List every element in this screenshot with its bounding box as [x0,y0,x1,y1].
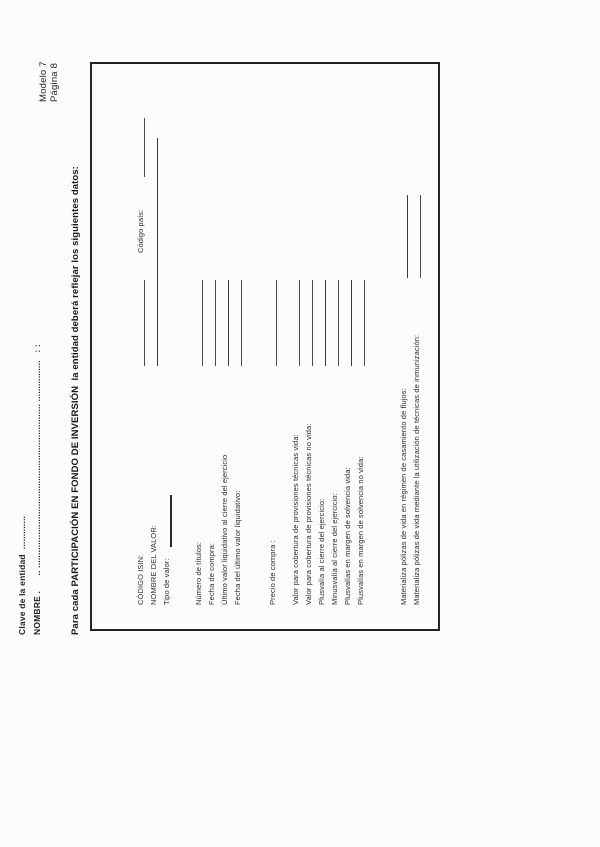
value-line-plusvalia-cierre [325,280,326,366]
field-label-plusvalias-solvencia-no-vida: Plusvalías en margen de solvencia no vida: [356,456,365,605]
value-line-materializa-flujos [407,195,408,278]
field-label-materializa-flujos: Materializa pólizas de vida en régimen de casamiento de flujos: [399,388,408,605]
field-label-fecha-ultimo-valor: Fecha del último valor liquidativo: [233,490,242,605]
form-title: Para cada PARTICIPACIÓN EN FONDO DE INVERSIÓN la entidad deberá reflejar los siguientes datos: [70,166,81,635]
value-line-plusvalias-solvencia-no-vida [364,280,365,366]
entity-name-line: NOMBRE . .. ................................................................ ................ : : [32,344,42,635]
value-line-numero-titulos [202,280,203,366]
model-number: Modelo 7 [38,61,49,102]
field-label-cobertura-no-vida: Valor para cobertura de provisiones técnicas no vida: [304,423,313,605]
value-line-materializa-inmunizacion [420,195,421,278]
entity-key-line: Clave de la entidad ............. [17,515,27,635]
field-label-codigo-pais: Código país: [136,209,145,253]
field-label-cobertura-vida: Valor para cobertura de provisiones técnicas vida: [291,434,300,605]
value-line-fecha-compra [215,280,216,366]
field-label-plusvalias-solvencia-vida: Plusvalías en margen de solvencia vida: [343,467,352,605]
field-label-codigo-isin: CÓDIGO ISIN: [136,554,145,605]
field-label-precio-compra: Precio de compra : [268,540,277,605]
value-line-cobertura-vida [299,280,300,366]
field-label-fecha-compra: Fecha de compra: [207,542,216,605]
page-number: Página 8 [49,62,60,102]
value-line-cobertura-no-vida [312,280,313,366]
value-line-precio-compra [276,280,277,366]
value-line-codigo-isin [144,280,145,366]
value-line-plusvalias-solvencia-vida [351,280,352,366]
field-label-tipo-valor: Tipo de valor: [162,558,171,605]
value-line-ultimo-valor-liquidativo [228,280,229,366]
page-corner-info [38,61,60,102]
field-label-nombre-valor: NOMBRE DEL VALOR: [149,524,158,605]
value-line-tipo-valor [170,495,172,547]
field-label-minusvalia-cierre: Minusvalía al cierre del ejercicio: [330,493,339,605]
field-label-plusvalia-cierre: Plusvalía al cierre del ejercicio: [317,498,326,605]
value-line-fecha-ultimo-valor [241,280,242,366]
field-label-numero-titulos: Número de títulos: [194,541,203,605]
form-frame [90,62,440,631]
field-label-ultimo-valor-liquidativo: Último valor liquidativo al cierre del ejercicio [220,454,229,605]
value-line-nombre-valor [157,138,158,366]
value-line-codigo-pais [144,118,145,177]
field-label-materializa-inmunizacion: Materializa pólizas de vida mediante la utilización de técnicas de inmunización: [412,334,421,605]
value-line-minusvalia-cierre [338,280,339,366]
